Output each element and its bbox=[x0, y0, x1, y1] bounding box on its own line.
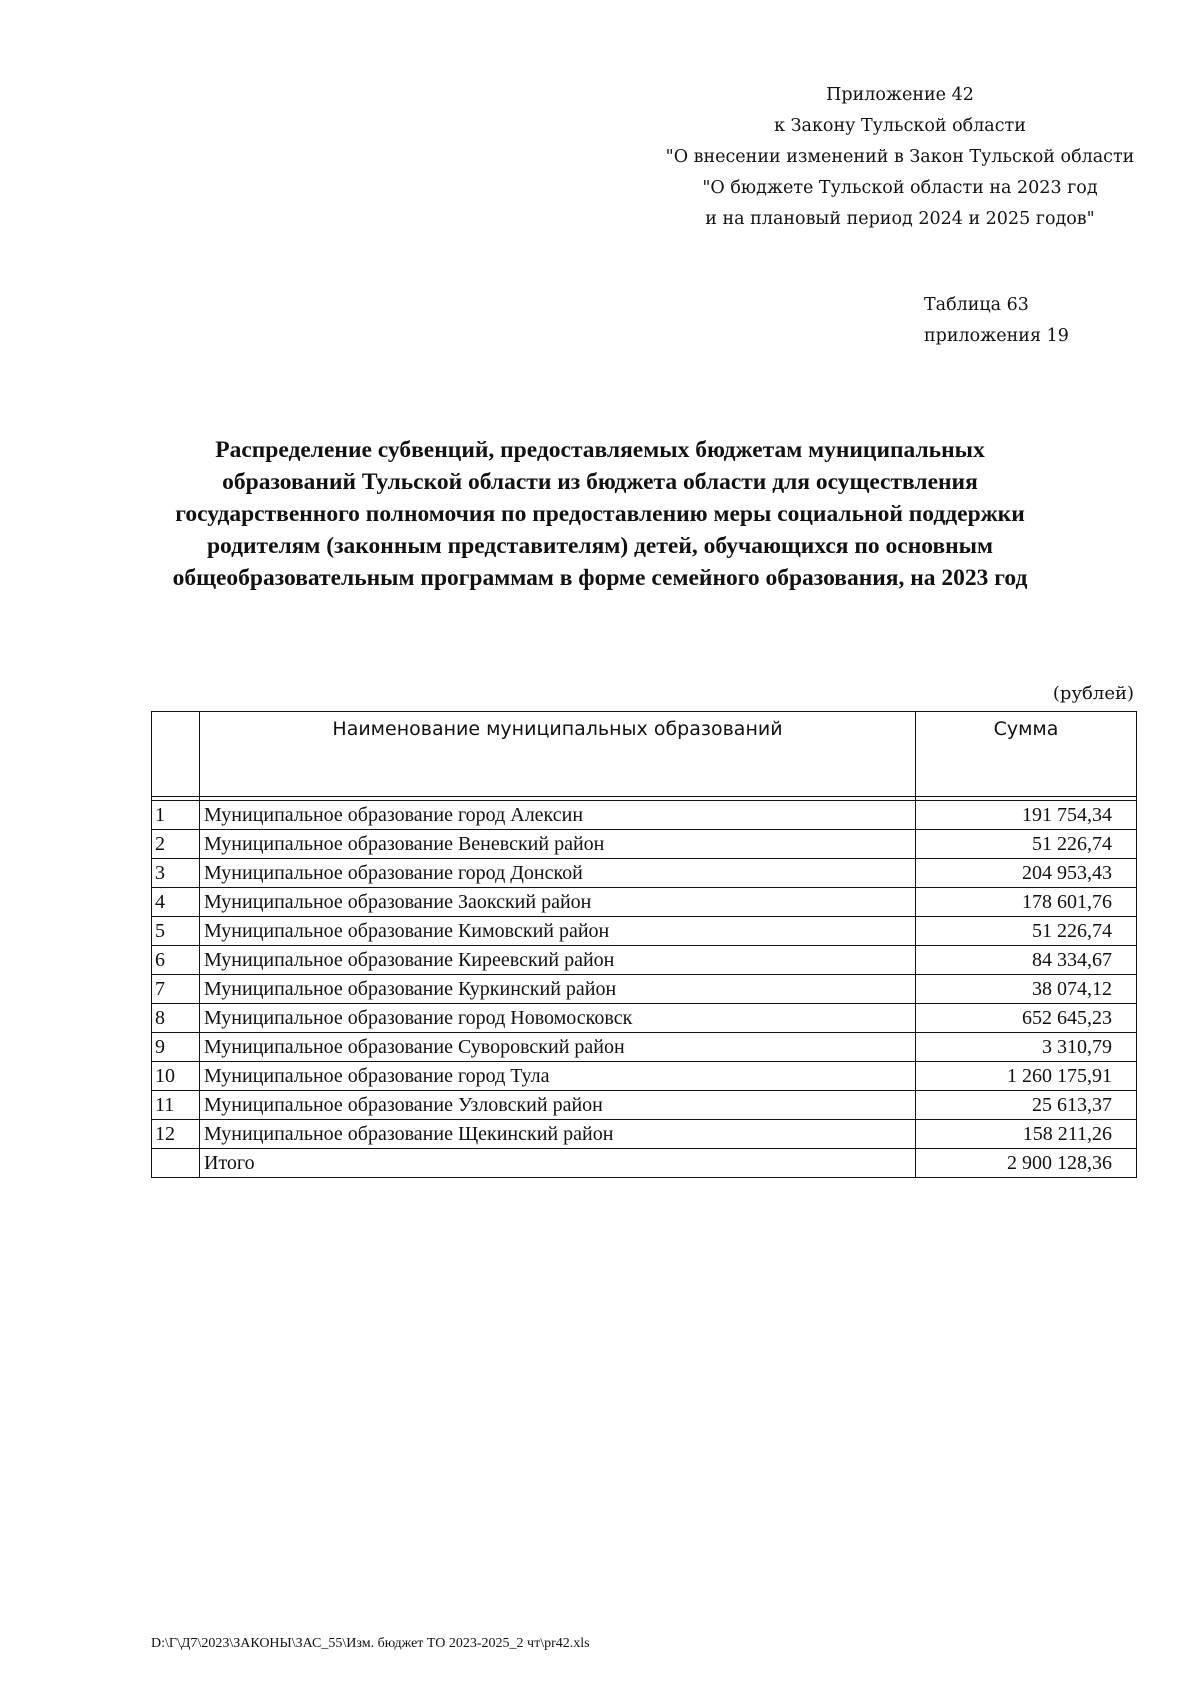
table-total-row bbox=[152, 1149, 1137, 1178]
title-line: родителям (законным представителям) детей, обучающихся по основным bbox=[206, 533, 994, 559]
table-reference-line: Таблица 63 bbox=[924, 295, 1029, 315]
row-number: 8 bbox=[152, 1004, 200, 1033]
total-sum: 2 900 128,36 bbox=[916, 1149, 1137, 1178]
header-sum: Сумма bbox=[916, 712, 1137, 797]
row-number: 9 bbox=[152, 1033, 200, 1062]
header-name: Наименование муниципальных образований bbox=[200, 712, 916, 797]
row-number: 10 bbox=[152, 1062, 200, 1091]
title-line: образований Тульской области из бюджета области для осуществления bbox=[222, 469, 978, 495]
annex-line: "О внесении изменений в Закон Тульской области bbox=[665, 147, 1135, 167]
title-line: Распределение субвенций, предоставляемых бюджетам муниципальных bbox=[215, 437, 985, 463]
table-row bbox=[152, 1033, 1137, 1062]
table-row bbox=[152, 1062, 1137, 1091]
table-row bbox=[152, 888, 1137, 917]
annex-line: и на плановый период 2024 и 2025 годов" bbox=[705, 209, 1095, 229]
row-sum: 204 953,43 bbox=[916, 859, 1137, 888]
table-row bbox=[152, 917, 1137, 946]
row-sum: 191 754,34 bbox=[916, 801, 1137, 830]
row-number: 11 bbox=[152, 1091, 200, 1120]
table-header-row bbox=[152, 712, 1137, 797]
total-number bbox=[152, 1149, 200, 1178]
row-number: 4 bbox=[152, 888, 200, 917]
row-name: Муниципальное образование Киреевский район bbox=[200, 946, 916, 975]
row-name: Муниципальное образование Куркинский район bbox=[200, 975, 916, 1004]
table-row bbox=[152, 946, 1137, 975]
annex-line: "О бюджете Тульской области на 2023 год bbox=[702, 178, 1098, 198]
row-sum: 51 226,74 bbox=[916, 917, 1137, 946]
file-path-footer: D:\Г\Д7\2023\ЗАКОНЫ\ЗАС_55\Изм. бюджет ТО 2023-2025_2 чт\pr42.xls bbox=[151, 1636, 590, 1651]
table-row bbox=[152, 975, 1137, 1004]
row-name: Муниципальное образование город Алексин bbox=[200, 801, 916, 830]
row-number: 3 bbox=[152, 859, 200, 888]
table-row bbox=[152, 830, 1137, 859]
row-number: 1 bbox=[152, 801, 200, 830]
row-sum: 25 613,37 bbox=[916, 1091, 1137, 1120]
row-name: Муниципальное образование город Донской bbox=[200, 859, 916, 888]
table-reference-line: приложения 19 bbox=[924, 326, 1069, 346]
row-sum: 51 226,74 bbox=[916, 830, 1137, 859]
table-row bbox=[152, 1004, 1137, 1033]
row-name: Муниципальное образование Суворовский район bbox=[200, 1033, 916, 1062]
row-name: Муниципальное образование Кимовский район bbox=[200, 917, 916, 946]
row-name: Муниципальное образование Веневский район bbox=[200, 830, 916, 859]
row-name: Муниципальное образование город Новомосковск bbox=[200, 1004, 916, 1033]
row-sum: 38 074,12 bbox=[916, 975, 1137, 1004]
row-sum: 84 334,67 bbox=[916, 946, 1137, 975]
annex-heading bbox=[640, 80, 1160, 235]
row-sum: 1 260 175,91 bbox=[916, 1062, 1137, 1091]
annex-line: Приложение 42 bbox=[826, 85, 974, 105]
units-label: (рублей) bbox=[1052, 683, 1134, 704]
row-name: Муниципальное образование Узловский район bbox=[200, 1091, 916, 1120]
row-sum: 3 310,79 bbox=[916, 1033, 1137, 1062]
row-sum: 158 211,26 bbox=[916, 1120, 1137, 1149]
title-line: государственного полномочия по предоставлению меры социальной поддержки bbox=[175, 501, 1025, 527]
row-number: 12 bbox=[152, 1120, 200, 1149]
table-row bbox=[152, 1120, 1137, 1149]
header-number bbox=[152, 712, 200, 797]
row-number: 5 bbox=[152, 917, 200, 946]
row-name: Муниципальное образование Заокский район bbox=[200, 888, 916, 917]
annex-line: к Закону Тульской области bbox=[774, 116, 1026, 136]
row-name: Муниципальное образование Щекинский район bbox=[200, 1120, 916, 1149]
table-reference bbox=[924, 290, 1069, 352]
table-row bbox=[152, 801, 1137, 830]
row-number: 7 bbox=[152, 975, 200, 1004]
row-name: Муниципальное образование город Тула bbox=[200, 1062, 916, 1091]
subvention-table bbox=[151, 711, 1137, 1178]
row-number: 2 bbox=[152, 830, 200, 859]
table-row bbox=[152, 1091, 1137, 1120]
total-label: Итого bbox=[200, 1149, 916, 1178]
row-sum: 652 645,23 bbox=[916, 1004, 1137, 1033]
row-number: 6 bbox=[152, 946, 200, 975]
row-sum: 178 601,76 bbox=[916, 888, 1137, 917]
document-title bbox=[100, 434, 1100, 594]
table-row bbox=[152, 859, 1137, 888]
title-line: общеобразовательным программам в форме семейного образования, на 2023 год bbox=[172, 565, 1028, 591]
